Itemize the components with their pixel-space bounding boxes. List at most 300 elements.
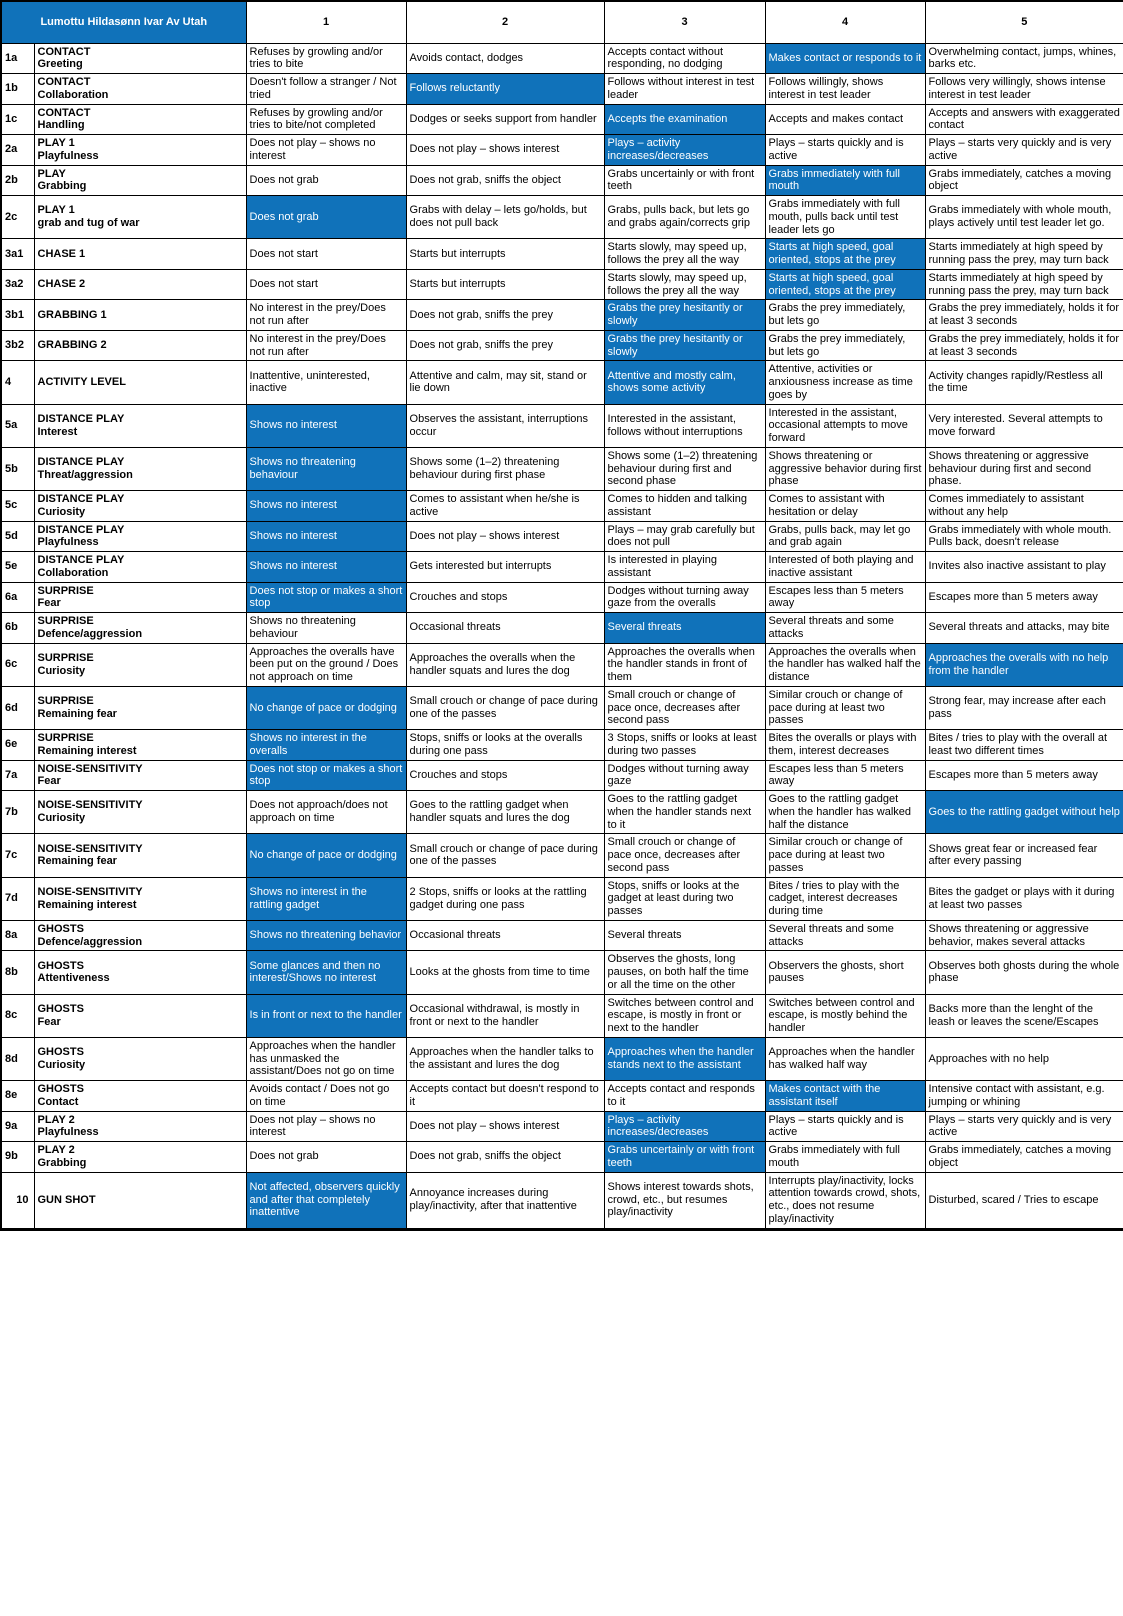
category-subname: Grabbing xyxy=(37,1156,87,1169)
score-cell[interactable]: Does not start xyxy=(246,269,406,300)
category-subname: Fear xyxy=(37,1015,61,1028)
score-cell[interactable]: Shows no threatening behaviour xyxy=(246,613,406,644)
score-cell[interactable]: Shows threatening or aggressive behavior, makes several attacks xyxy=(925,920,1123,951)
category-subname: Remaining fear xyxy=(37,855,117,868)
category-subname: Greeting xyxy=(37,58,83,71)
score-cell[interactable]: Observers the ghosts, short pauses xyxy=(765,951,925,994)
row-category xyxy=(34,613,246,644)
category-subname: Fear xyxy=(37,775,61,788)
row-category xyxy=(34,582,246,613)
score-cell[interactable]: Escapes more than 5 meters away xyxy=(925,760,1123,791)
score-cell[interactable]: Observes the ghosts, long pauses, on both half the time or all the time on the other xyxy=(604,951,765,994)
score-cell[interactable]: Does not play – shows no interest xyxy=(246,135,406,166)
score-cell[interactable]: Bites the gadget or plays with it during at least two passes xyxy=(925,877,1123,920)
category-subname: Fear xyxy=(37,597,61,610)
score-cell[interactable]: 3 Stops, sniffs or looks at least during two passes xyxy=(604,730,765,761)
category-name: DISTANCE PLAY xyxy=(37,523,125,536)
score-cell[interactable]: Does not grab, sniffs the prey xyxy=(406,300,604,331)
row-category xyxy=(34,491,246,522)
row-category xyxy=(34,269,246,300)
category-name: CONTACT xyxy=(37,45,91,58)
score-cell[interactable]: Grabs the prey immediately, holds it for at least 3 seconds xyxy=(925,300,1123,331)
category-subname: Threat/aggression xyxy=(37,468,133,481)
score-cell-selected[interactable]: Makes contact with the assistant itself xyxy=(765,1081,925,1112)
table-row-8e xyxy=(1,1081,1123,1112)
score-cell-selected[interactable]: Accepts the examination xyxy=(604,104,765,135)
score-cell-selected[interactable]: Grabs uncertainly or with front teeth xyxy=(604,1142,765,1173)
score-cell-selected[interactable]: Shows no interest in the rattling gadget xyxy=(246,877,406,920)
row-code: 8d xyxy=(1,1037,34,1080)
row-category xyxy=(34,239,246,270)
row-category xyxy=(34,1081,246,1112)
category-name: SURPRISE xyxy=(37,695,94,708)
score-cell-selected[interactable]: Shows no interest xyxy=(246,404,406,447)
score-cell[interactable]: Small crouch or change of pace during one of the passes xyxy=(406,686,604,729)
score-cell[interactable]: Attentive and calm, may sit, stand or lie down xyxy=(406,361,604,404)
category-subname: Attentiveness xyxy=(37,972,110,985)
score-column-header-4: 4 xyxy=(765,1,925,43)
category-subname: Remaining fear xyxy=(37,707,117,720)
score-cell[interactable]: Shows threatening or aggressive behavior during first phase xyxy=(765,447,925,490)
category-subname: Handling xyxy=(37,119,85,132)
score-cell[interactable]: Starts but interrupts xyxy=(406,239,604,270)
score-cell[interactable]: Crouches and stops xyxy=(406,582,604,613)
table-row-7a xyxy=(1,760,1123,791)
score-cell[interactable]: Annoyance increases during play/inactivity, after that inattentive xyxy=(406,1172,604,1229)
score-cell[interactable]: Accepts contact and responds to it xyxy=(604,1081,765,1112)
score-cell[interactable]: Shows great fear or increased fear after every passing xyxy=(925,834,1123,877)
score-cell[interactable]: Plays – may grab carefully but does not pull xyxy=(604,521,765,552)
category-subname: Collaboration xyxy=(37,566,109,579)
row-code: 7c xyxy=(1,834,34,877)
score-cell[interactable]: Doesn't follow a stranger / Not tried xyxy=(246,74,406,105)
category-name: NOISE-SENSITIVITY xyxy=(37,762,143,775)
score-cell[interactable]: Interested in the assistant, follows without interruptions xyxy=(604,404,765,447)
score-cell[interactable]: Accepts and makes contact xyxy=(765,104,925,135)
score-cell[interactable]: Small crouch or change of pace once, decreases after second pass xyxy=(604,686,765,729)
score-cell-selected[interactable]: Follows reluctantly xyxy=(406,74,604,105)
table-row-6e xyxy=(1,730,1123,761)
score-cell[interactable]: Grabs immediately with whole mouth, plays actively until test leader let go. xyxy=(925,196,1123,239)
score-cell[interactable]: Small crouch or change of pace during one of the passes xyxy=(406,834,604,877)
score-cell[interactable]: Refuses by growling and/or tries to bite xyxy=(246,43,406,74)
score-cell[interactable]: Similar crouch or change of pace during at least two passes xyxy=(765,834,925,877)
score-cell[interactable]: Comes immediately to assistant without any help xyxy=(925,491,1123,522)
score-cell[interactable]: Approaches the overalls have been put on the ground / Does not approach on time xyxy=(246,643,406,686)
category-subname: Curiosity xyxy=(37,812,86,825)
category-subname: Defence/aggression xyxy=(37,627,143,640)
category-name: ACTIVITY LEVEL xyxy=(37,376,126,388)
score-cell-selected[interactable]: Shows no interest xyxy=(246,491,406,522)
score-cell-selected[interactable]: Several threats xyxy=(604,613,765,644)
score-cell[interactable]: Strong fear, may increase after each pass xyxy=(925,686,1123,729)
score-cell-selected[interactable]: Starts at high speed, goal oriented, stops at the prey xyxy=(765,239,925,270)
score-cell[interactable]: Approaches with no help xyxy=(925,1037,1123,1080)
score-cell[interactable]: Approaches when the handler has unmasked the assistant/Does not go on time xyxy=(246,1037,406,1080)
score-cell[interactable]: Refuses by growling and/or tries to bite/not completed xyxy=(246,104,406,135)
row-code: 6d xyxy=(1,686,34,729)
row-code: 5b xyxy=(1,447,34,490)
score-cell-selected[interactable]: Does not stop or makes a short stop xyxy=(246,582,406,613)
score-cell[interactable]: Comes to hidden and talking assistant xyxy=(604,491,765,522)
category-name: DISTANCE PLAY xyxy=(37,456,125,469)
category-name: PLAY 1 xyxy=(37,204,75,217)
score-cell[interactable]: Dodges without turning away gaze xyxy=(604,760,765,791)
row-category xyxy=(34,43,246,74)
score-cell-selected[interactable]: Grabs the prey hesitantly or slowly xyxy=(604,330,765,361)
row-code: 3a2 xyxy=(1,269,34,300)
category-name: SURPRISE xyxy=(37,732,94,744)
row-category xyxy=(34,791,246,834)
score-cell[interactable]: Follows without interest in test leader xyxy=(604,74,765,105)
score-cell[interactable]: Bites / tries to play with the cadget, interest decreases during time xyxy=(765,877,925,920)
score-cell[interactable]: Several threats and some attacks xyxy=(765,920,925,951)
row-category xyxy=(34,1037,246,1080)
score-cell[interactable]: Bites the overalls or plays with them, interest decreases xyxy=(765,730,925,761)
category-name: GHOSTS xyxy=(37,959,84,972)
category-subname: Playfulness xyxy=(37,1126,99,1139)
score-cell[interactable]: Approaches when the handler has walked half way xyxy=(765,1037,925,1080)
score-cell[interactable]: Occasional threats xyxy=(406,920,604,951)
category-subname: Remaining interest xyxy=(37,898,137,911)
score-cell-selected[interactable]: Shows no threatening behaviour xyxy=(246,447,406,490)
table-row-5e xyxy=(1,552,1123,583)
score-cell[interactable]: Interested in the assistant, occasional attempts to move forward xyxy=(765,404,925,447)
score-cell-selected[interactable]: No change of pace or dodging xyxy=(246,686,406,729)
score-cell[interactable]: Goes to the rattling gadget when handler squats and lures the dog xyxy=(406,791,604,834)
score-cell-selected[interactable]: Plays – activity increases/decreases xyxy=(604,135,765,166)
score-cell[interactable]: Occasional withdrawal, is mostly in front or next to the handler xyxy=(406,994,604,1037)
table-row-8a xyxy=(1,920,1123,951)
score-cell[interactable]: Approaches the overalls when the handler has walked half the distance xyxy=(765,643,925,686)
table-row-6b xyxy=(1,613,1123,644)
category-name: GRABBING 2 xyxy=(37,339,107,352)
category-name: NOISE-SENSITIVITY xyxy=(37,885,143,898)
score-cell[interactable]: Shows interest towards shots, crowd, etc., but resumes play/inactivity xyxy=(604,1172,765,1229)
score-cell[interactable]: Does not play – shows interest xyxy=(406,1111,604,1142)
category-subname: Defence/aggression xyxy=(37,935,143,948)
score-cell-selected[interactable]: Plays – activity increases/decreases xyxy=(604,1111,765,1142)
row-category xyxy=(34,920,246,951)
score-cell[interactable]: Inattentive, uninterested, inactive xyxy=(246,361,406,404)
score-cell[interactable]: Is interested in playing assistant xyxy=(604,552,765,583)
row-code: 9a xyxy=(1,1111,34,1142)
score-cell[interactable]: Avoids contact / Does not go on time xyxy=(246,1081,406,1112)
score-cell[interactable]: Overwhelming contact, jumps, whines, barks etc. xyxy=(925,43,1123,74)
score-cell[interactable]: Escapes more than 5 meters away xyxy=(925,582,1123,613)
score-cell[interactable]: Does not play – shows no interest xyxy=(246,1111,406,1142)
row-category xyxy=(34,552,246,583)
table-row-7d xyxy=(1,877,1123,920)
row-category xyxy=(34,994,246,1037)
score-cell-selected[interactable]: Attentive and mostly calm, shows some activity xyxy=(604,361,765,404)
score-cell-selected[interactable]: Approaches when the handler stands next to the assistant xyxy=(604,1037,765,1080)
score-cell[interactable]: Accepts and answers with exaggerated contact xyxy=(925,104,1123,135)
category-name: CHASE 2 xyxy=(37,278,86,291)
score-cell[interactable]: Grabs the prey immediately, but lets go xyxy=(765,330,925,361)
category-name: GHOSTS xyxy=(37,1083,84,1095)
score-cell[interactable]: Very interested. Several attempts to move forward xyxy=(925,404,1123,447)
score-cell-selected[interactable]: Shows no threatening behavior xyxy=(246,920,406,951)
score-cell-selected[interactable]: Does not grab xyxy=(246,196,406,239)
row-category xyxy=(34,834,246,877)
score-cell-selected[interactable]: Not affected, observers quickly and after that completely inattentive xyxy=(246,1172,406,1229)
score-cell[interactable]: Escapes less than 5 meters away xyxy=(765,760,925,791)
row-code: 1b xyxy=(1,74,34,105)
row-category xyxy=(34,730,246,761)
table-row-8d xyxy=(1,1037,1123,1080)
score-cell[interactable]: Plays – starts quickly and is active xyxy=(765,1111,925,1142)
score-cell[interactable]: Plays – starts quickly and is active xyxy=(765,135,925,166)
row-category xyxy=(34,643,246,686)
category-name: NOISE-SENSITIVITY xyxy=(37,842,143,855)
score-cell-selected[interactable]: Grabs immediately with full mouth xyxy=(765,165,925,196)
score-cell[interactable]: Grabs uncertainly or with front teeth xyxy=(604,165,765,196)
category-name: GUN SHOT xyxy=(37,1193,96,1206)
score-cell[interactable]: Observes the assistant, interruptions occur xyxy=(406,404,604,447)
score-cell[interactable]: Activity changes rapidly/Restless all the time xyxy=(925,361,1123,404)
category-name: DISTANCE PLAY xyxy=(37,412,125,425)
category-subname: Remaining interest xyxy=(37,744,137,757)
table-row-2a xyxy=(1,135,1123,166)
category-name: PLAY 2 xyxy=(37,1113,75,1126)
score-cell-selected[interactable]: Shows no interest xyxy=(246,552,406,583)
score-cell[interactable]: Similar crouch or change of pace during at least two passes xyxy=(765,686,925,729)
score-cell[interactable]: Dodges or seeks support from handler xyxy=(406,104,604,135)
row-category xyxy=(34,74,246,105)
category-subname: Contact xyxy=(37,1095,79,1108)
score-table-body xyxy=(1,43,1123,1229)
score-cell-selected[interactable]: Goes to the rattling gadget without help xyxy=(925,791,1123,834)
score-cell[interactable]: Follows very willingly, shows intense interest in test leader xyxy=(925,74,1123,105)
score-cell[interactable]: 2 Stops, sniffs or looks at the rattling gadget during one pass xyxy=(406,877,604,920)
row-category xyxy=(34,951,246,994)
score-cell[interactable]: Approaches the overalls when the handler stands in front of them xyxy=(604,643,765,686)
score-cell[interactable]: Gets interested but interrupts xyxy=(406,552,604,583)
score-cell[interactable]: Occasional threats xyxy=(406,613,604,644)
category-name: PLAY 1 xyxy=(37,137,75,149)
score-cell[interactable]: Comes to assistant when he/she is active xyxy=(406,491,604,522)
score-cell[interactable]: Plays – starts very quickly and is very active xyxy=(925,1111,1123,1142)
row-code: 5c xyxy=(1,491,34,522)
row-category xyxy=(34,1172,246,1229)
table-row-3a1 xyxy=(1,239,1123,270)
score-cell-selected[interactable]: Approaches the overalls with no help from the handler xyxy=(925,643,1123,686)
row-code: 4 xyxy=(1,361,34,404)
score-cell[interactable]: Stops, sniffs or looks at the gadget at least during two passes xyxy=(604,877,765,920)
row-category xyxy=(34,1111,246,1142)
score-cell[interactable]: Does not grab xyxy=(246,1142,406,1173)
score-cell-selected[interactable]: Is in front or next to the handler xyxy=(246,994,406,1037)
score-cell[interactable]: Stops, sniffs or looks at the overalls during one pass xyxy=(406,730,604,761)
score-cell[interactable]: Grabs, pulls back, but lets go and grabs again/corrects grip xyxy=(604,196,765,239)
score-cell[interactable]: Approaches the overalls when the handler squats and lures the dog xyxy=(406,643,604,686)
category-subname: Playfulness xyxy=(37,536,99,549)
score-cell-selected[interactable]: Grabs the prey hesitantly or slowly xyxy=(604,300,765,331)
score-cell[interactable]: Goes to the rattling gadget when the handler stands next to it xyxy=(604,791,765,834)
category-subname: grab and tug of war xyxy=(37,217,140,230)
row-code: 8b xyxy=(1,951,34,994)
dog-name-header: Lumottu Hildasønn Ivar Av Utah xyxy=(1,1,246,43)
score-cell[interactable]: Starts slowly, may speed up, follows the prey all the way xyxy=(604,239,765,270)
score-cell[interactable]: No interest in the prey/Does not run after xyxy=(246,300,406,331)
category-name: GRABBING 1 xyxy=(37,308,107,321)
score-cell[interactable]: Several threats and some attacks xyxy=(765,613,925,644)
score-cell[interactable]: Approaches when the handler talks to the assistant and lures the dog xyxy=(406,1037,604,1080)
row-code: 2b xyxy=(1,165,34,196)
table-row-10 xyxy=(1,1172,1123,1229)
score-cell[interactable]: Bites / tries to play with the overall at least two different times xyxy=(925,730,1123,761)
row-category xyxy=(34,361,246,404)
row-code: 5d xyxy=(1,521,34,552)
row-category xyxy=(34,447,246,490)
score-cell[interactable]: Escapes less than 5 meters away xyxy=(765,582,925,613)
category-name: DISTANCE PLAY xyxy=(37,554,125,566)
score-cell[interactable]: Accepts contact but doesn't respond to it xyxy=(406,1081,604,1112)
score-cell[interactable]: Does not play – shows interest xyxy=(406,521,604,552)
score-cell[interactable]: Invites also inactive assistant to play xyxy=(925,552,1123,583)
row-category xyxy=(34,165,246,196)
table-row-7c xyxy=(1,834,1123,877)
table-row-9a xyxy=(1,1111,1123,1142)
table-row-1c xyxy=(1,104,1123,135)
score-cell[interactable]: Grabs immediately with full mouth xyxy=(765,1142,925,1173)
score-cell[interactable]: Looks at the ghosts from time to time xyxy=(406,951,604,994)
category-subname: Curiosity xyxy=(37,1058,86,1071)
table-row-1a xyxy=(1,43,1123,74)
score-cell[interactable]: Small crouch or change of pace once, decreases after second pass xyxy=(604,834,765,877)
score-cell-selected[interactable]: Does not stop or makes a short stop xyxy=(246,760,406,791)
row-code: 8a xyxy=(1,920,34,951)
score-column-header-5: 5 xyxy=(925,1,1123,43)
score-cell[interactable]: Several threats xyxy=(604,920,765,951)
row-code: 1a xyxy=(1,43,34,74)
row-code: 2c xyxy=(1,196,34,239)
score-cell-selected[interactable]: Shows no interest xyxy=(246,521,406,552)
score-cell[interactable]: Accepts contact without responding, no dodging xyxy=(604,43,765,74)
table-row-3b1 xyxy=(1,300,1123,331)
score-cell[interactable]: Starts immediately at high speed by running pass the prey, may turn back xyxy=(925,239,1123,270)
score-cell[interactable]: Switches between control and escape, is mostly in front or next to the handler xyxy=(604,994,765,1037)
score-cell[interactable]: Grabs the prey immediately, holds it for at least 3 seconds xyxy=(925,330,1123,361)
score-cell[interactable]: No interest in the prey/Does not run after xyxy=(246,330,406,361)
table-row-9b xyxy=(1,1142,1123,1173)
score-column-header-2: 2 xyxy=(406,1,604,43)
score-cell[interactable]: Does not start xyxy=(246,239,406,270)
score-cell[interactable]: Intensive contact with assistant, e.g. jumping or whining xyxy=(925,1081,1123,1112)
score-cell[interactable]: Goes to the rattling gadget when the handler has walked half the distance xyxy=(765,791,925,834)
score-cell[interactable]: Grabs immediately with full mouth, pulls back until test leader lets go xyxy=(765,196,925,239)
score-cell[interactable]: Grabs immediately, catches a moving object xyxy=(925,165,1123,196)
score-cell[interactable]: Does not grab, sniffs the prey xyxy=(406,330,604,361)
score-cell[interactable]: Grabs immediately, catches a moving object xyxy=(925,1142,1123,1173)
score-cell[interactable]: Grabs, pulls back, may let go and grab again xyxy=(765,521,925,552)
score-cell[interactable]: Shows some (1–2) threatening behaviour during first and second phase xyxy=(604,447,765,490)
table-row-5b xyxy=(1,447,1123,490)
row-category xyxy=(34,300,246,331)
table-row-2c xyxy=(1,196,1123,239)
table-row-3b2 xyxy=(1,330,1123,361)
category-name: GHOSTS xyxy=(37,922,84,935)
score-cell-selected[interactable]: Starts at high speed, goal oriented, stops at the prey xyxy=(765,269,925,300)
score-cell[interactable]: Starts but interrupts xyxy=(406,269,604,300)
score-cell[interactable]: Comes to assistant with hesitation or delay xyxy=(765,491,925,522)
score-cell-selected[interactable]: Shows no interest in the overalls xyxy=(246,730,406,761)
row-category xyxy=(34,760,246,791)
table-row-5a xyxy=(1,404,1123,447)
score-cell-selected[interactable]: No change of pace or dodging xyxy=(246,834,406,877)
score-cell[interactable]: Crouches and stops xyxy=(406,760,604,791)
category-name: GHOSTS xyxy=(37,1046,84,1059)
row-category xyxy=(34,404,246,447)
score-cell[interactable]: Does not approach/does not approach on time xyxy=(246,791,406,834)
row-code: 5a xyxy=(1,404,34,447)
table-row-5d xyxy=(1,521,1123,552)
score-cell[interactable]: Disturbed, scared / Tries to escape xyxy=(925,1172,1123,1229)
score-cell-selected[interactable]: Some glances and then no interest/Shows no interest xyxy=(246,951,406,994)
category-name: NOISE-SENSITIVITY xyxy=(37,799,143,812)
score-cell[interactable]: Does not grab, sniffs the object xyxy=(406,165,604,196)
row-code: 3b2 xyxy=(1,330,34,361)
row-category xyxy=(34,104,246,135)
row-code: 9b xyxy=(1,1142,34,1173)
score-cell[interactable]: Dodges without turning away gaze from the overalls xyxy=(604,582,765,613)
table-row-6a xyxy=(1,582,1123,613)
score-cell[interactable]: Grabs with delay – lets go/holds, but does not pull back xyxy=(406,196,604,239)
category-name: CHASE 1 xyxy=(37,247,86,260)
row-code: 8c xyxy=(1,994,34,1037)
table-row-4 xyxy=(1,361,1123,404)
category-subname: Interest xyxy=(37,425,78,438)
score-cell[interactable]: Avoids contact, dodges xyxy=(406,43,604,74)
row-code: 1c xyxy=(1,104,34,135)
category-name: SURPRISE xyxy=(37,584,94,597)
score-cell[interactable]: Does not grab, sniffs the object xyxy=(406,1142,604,1173)
row-code: 7d xyxy=(1,877,34,920)
score-cell[interactable]: Does not play – shows interest xyxy=(406,135,604,166)
score-cell[interactable]: Shows threatening or aggressive behaviour during first and second phase. xyxy=(925,447,1123,490)
row-code: 10 xyxy=(1,1172,34,1229)
score-cell[interactable]: Grabs the prey immediately, but lets go xyxy=(765,300,925,331)
table-row-2b xyxy=(1,165,1123,196)
score-cell[interactable]: Several threats and attacks, may bite xyxy=(925,613,1123,644)
category-name: DISTANCE PLAY xyxy=(37,493,125,505)
header-row xyxy=(1,1,1123,43)
score-cell[interactable]: Starts slowly, may speed up, follows the prey all the way xyxy=(604,269,765,300)
row-category xyxy=(34,1142,246,1173)
score-cell[interactable]: Shows some (1–2) threatening behaviour during first phase xyxy=(406,447,604,490)
score-cell[interactable]: Switches between control and escape, is mostly behind the handler xyxy=(765,994,925,1037)
score-cell[interactable]: Grabs immediately with whole mouth. Pulls back, doesn't release xyxy=(925,521,1123,552)
table-row-8b xyxy=(1,951,1123,994)
score-cell-selected[interactable]: Makes contact or responds to it xyxy=(765,43,925,74)
score-cell[interactable]: Backs more than the lenght of the leash or leaves the scene/Escapes xyxy=(925,994,1123,1037)
score-cell[interactable]: Does not grab xyxy=(246,165,406,196)
score-cell[interactable]: Observes both ghosts during the whole phase xyxy=(925,951,1123,994)
score-cell[interactable]: Attentive, activities or anxiousness increase as time goes by xyxy=(765,361,925,404)
score-cell[interactable]: Starts immediately at high speed by running pass the prey, may turn back xyxy=(925,269,1123,300)
score-column-header-1: 1 xyxy=(246,1,406,43)
table-row-3a2 xyxy=(1,269,1123,300)
score-cell[interactable]: Plays – starts very quickly and is very active xyxy=(925,135,1123,166)
row-code: 8e xyxy=(1,1081,34,1112)
score-cell[interactable]: Interrupts play/inactivity, locks attention towards crowd, shots, etc., does not resume play/inactivity xyxy=(765,1172,925,1229)
score-cell[interactable]: Follows willingly, shows interest in test leader xyxy=(765,74,925,105)
score-cell[interactable]: Interested of both playing and inactive assistant xyxy=(765,552,925,583)
category-name: PLAY xyxy=(37,167,66,180)
row-code: 6b xyxy=(1,613,34,644)
category-subname: Collaboration xyxy=(37,88,109,101)
